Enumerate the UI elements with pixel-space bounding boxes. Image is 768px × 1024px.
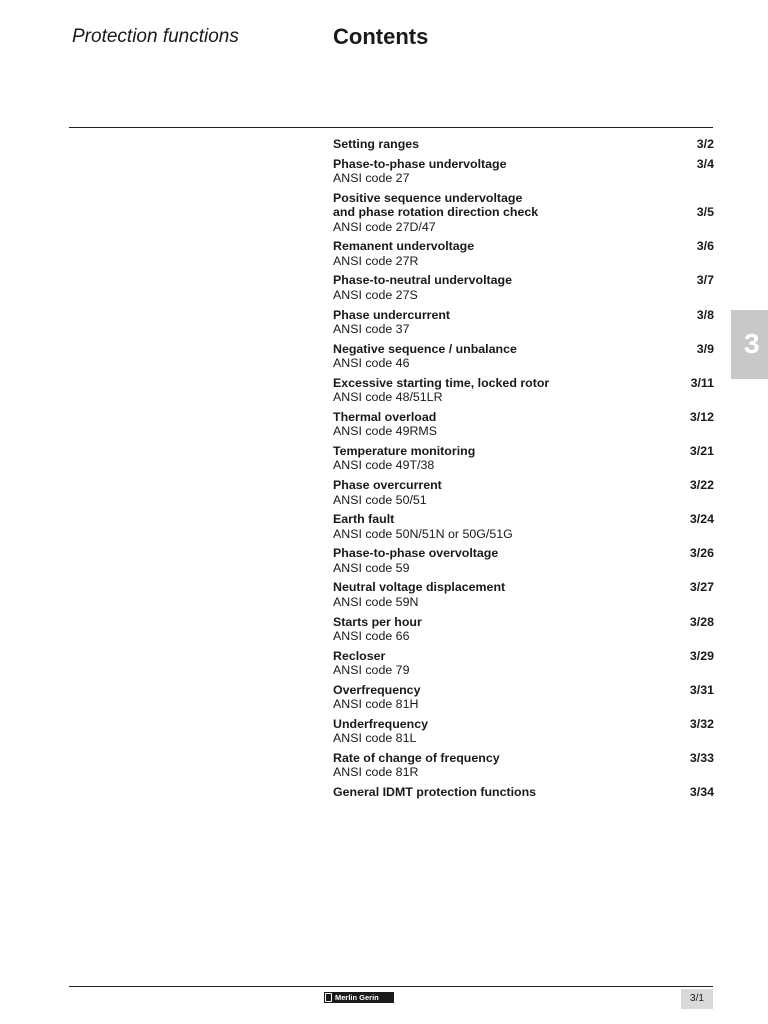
toc-entry-ansi-code: ANSI code 27R xyxy=(333,253,419,268)
toc-entry-ansi-code: ANSI code 37 xyxy=(333,321,410,336)
toc-entry[interactable] xyxy=(333,239,714,268)
toc-entry-title-line: Phase overcurrent xyxy=(333,478,442,493)
toc-entry-ansi-code: ANSI code 66 xyxy=(333,628,410,643)
chapter-tab xyxy=(731,310,768,379)
toc-entry-title xyxy=(333,239,714,253)
toc-entry-page: 3/12 xyxy=(689,409,714,424)
toc-entry-ansi-code: ANSI code 49RMS xyxy=(333,424,437,439)
toc-entry[interactable] xyxy=(333,615,714,644)
toc-entry-title xyxy=(333,546,714,560)
table-of-contents xyxy=(333,137,714,805)
toc-entry-title-line: Earth fault xyxy=(333,512,395,527)
toc-entry-title xyxy=(333,717,714,731)
brand-logo xyxy=(324,992,394,1003)
toc-entry-title xyxy=(333,308,714,322)
toc-entry-title xyxy=(333,683,714,697)
toc-entry-ansi-code: ANSI code 79 xyxy=(333,663,410,678)
toc-entry-page: 3/22 xyxy=(689,478,714,493)
toc-entry-page: 3/26 xyxy=(689,546,714,561)
toc-entry-title xyxy=(333,649,714,663)
toc-entry-ansi-code: ANSI code 48/51LR xyxy=(333,390,443,405)
toc-entry-title xyxy=(333,410,714,424)
toc-entry-title-line: Temperature monitoring xyxy=(333,443,476,458)
toc-entry[interactable] xyxy=(333,580,714,609)
toc-entry-page: 3/34 xyxy=(689,785,714,800)
toc-entry-title xyxy=(333,580,714,594)
toc-entry[interactable] xyxy=(333,191,714,234)
toc-entry-page: 3/28 xyxy=(689,614,714,629)
toc-entry-title-line: Phase-to-phase overvoltage xyxy=(333,546,499,561)
toc-entry-title-line: Thermal overload xyxy=(333,409,437,424)
toc-entry-page: 3/27 xyxy=(689,580,714,595)
toc-entry-title-line: General IDMT protection functions xyxy=(333,785,537,800)
toc-entry-page: 3/5 xyxy=(696,205,714,220)
toc-entry-page: 3/33 xyxy=(689,750,714,765)
toc-entry-ansi-code: ANSI code 27D/47 xyxy=(333,219,436,234)
brand-mark-icon xyxy=(325,993,332,1002)
toc-entry-title xyxy=(333,751,714,765)
toc-entry-page: 3/21 xyxy=(689,443,714,458)
toc-entry[interactable] xyxy=(333,342,714,371)
toc-entry-ansi-code: ANSI code 46 xyxy=(333,356,410,371)
toc-entry-title-line: Excessive starting time, locked rotor xyxy=(333,375,550,390)
toc-entry-page: 3/4 xyxy=(696,156,714,171)
toc-entry-ansi-code: ANSI code 81R xyxy=(333,765,419,780)
toc-entry[interactable] xyxy=(333,546,714,575)
toc-entry[interactable] xyxy=(333,157,714,186)
toc-entry[interactable] xyxy=(333,512,714,541)
toc-entry[interactable] xyxy=(333,478,714,507)
toc-entry-title xyxy=(333,512,714,526)
toc-entry-page: 3/31 xyxy=(689,682,714,697)
toc-entry-title xyxy=(333,157,714,171)
toc-entry-title-line: Remanent undervoltage xyxy=(333,239,475,254)
toc-entry[interactable] xyxy=(333,308,714,337)
toc-entry-title-line: Rate of change of frequency xyxy=(333,750,500,765)
toc-entry-title-line: Phase-to-phase undervoltage xyxy=(333,156,507,171)
toc-entry-title-line: Phase undercurrent xyxy=(333,307,451,322)
toc-entry-page: 3/9 xyxy=(696,341,714,356)
toc-entry-ansi-code: ANSI code 49T/38 xyxy=(333,458,435,473)
toc-entry[interactable] xyxy=(333,137,714,151)
toc-entry-title-line: Neutral voltage displacement xyxy=(333,580,506,595)
section-title: Protection functions xyxy=(72,26,239,47)
toc-entry-page: 3/7 xyxy=(696,273,714,288)
brand-name: Merlin Gerin xyxy=(335,993,379,1002)
toc-entry-title-line: Starts per hour xyxy=(333,614,422,629)
toc-entry-title-line: Positive sequence undervoltage xyxy=(333,190,523,205)
toc-entry-page: 3/24 xyxy=(689,512,714,527)
footer-rule xyxy=(69,986,713,987)
toc-entry[interactable] xyxy=(333,717,714,746)
toc-entry[interactable] xyxy=(333,649,714,678)
toc-entry-title xyxy=(333,615,714,629)
toc-entry[interactable] xyxy=(333,410,714,439)
toc-entry-ansi-code: ANSI code 27S xyxy=(333,287,418,302)
toc-entry-title xyxy=(333,137,714,151)
toc-entry-title xyxy=(333,785,714,799)
toc-entry-page: 3/6 xyxy=(696,239,714,254)
toc-entry-ansi-code: ANSI code 50/51 xyxy=(333,492,427,507)
toc-entry-page: 3/32 xyxy=(689,716,714,731)
toc-entry-title-line: Setting ranges xyxy=(333,137,420,151)
toc-entry-title-line: Phase-to-neutral undervoltage xyxy=(333,273,513,288)
toc-entry-title-line: Underfrequency xyxy=(333,716,429,731)
toc-entry-title-line: Negative sequence / unbalance xyxy=(333,341,517,356)
toc-entry-title xyxy=(333,273,714,287)
toc-entry-ansi-code: ANSI code 59 xyxy=(333,560,410,575)
toc-entry-title xyxy=(333,342,714,356)
toc-entry-page: 3/11 xyxy=(690,375,714,390)
toc-entry-title xyxy=(333,191,714,220)
toc-entry[interactable] xyxy=(333,785,714,799)
toc-entry-page: 3/29 xyxy=(689,648,714,663)
toc-entry-page: 3/8 xyxy=(696,307,714,322)
toc-entry-ansi-code: ANSI code 81H xyxy=(333,697,419,712)
toc-entry[interactable] xyxy=(333,444,714,473)
toc-entry-title-line: Overfrequency xyxy=(333,682,421,697)
toc-entry-ansi-code: ANSI code 27 xyxy=(333,171,410,186)
toc-entry-ansi-code: ANSI code 59N xyxy=(333,594,419,609)
chapter-tab-label: 3 xyxy=(744,328,760,359)
toc-entry-ansi-code: ANSI code 81L xyxy=(333,731,417,746)
header-rule xyxy=(69,127,713,128)
toc-entry-page: 3/2 xyxy=(696,137,714,151)
page-number: 3/1 xyxy=(681,989,713,1009)
toc-entry[interactable] xyxy=(333,683,714,712)
page-title: Contents xyxy=(333,24,429,49)
toc-entry-title xyxy=(333,376,714,390)
toc-entry[interactable] xyxy=(333,376,714,405)
toc-entry-ansi-code: ANSI code 50N/51N or 50G/51G xyxy=(333,526,513,541)
toc-entry[interactable] xyxy=(333,751,714,780)
toc-entry-title-line: Recloser xyxy=(333,648,386,663)
toc-entry-title-line: and phase rotation direction check xyxy=(333,205,539,220)
toc-entry-title xyxy=(333,478,714,492)
toc-entry[interactable] xyxy=(333,273,714,302)
toc-entry-title xyxy=(333,444,714,458)
